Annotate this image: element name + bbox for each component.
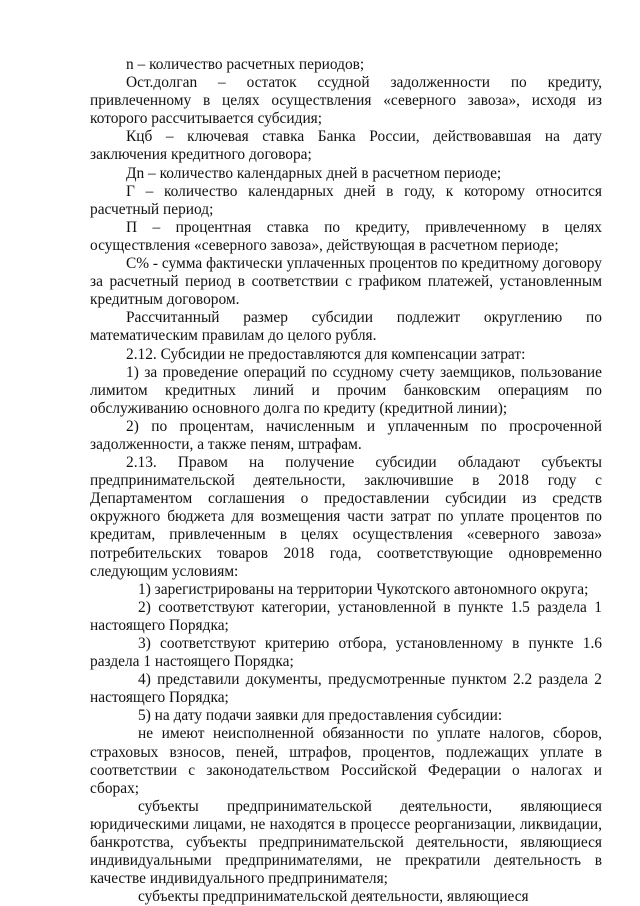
- paragraph-2-13-item-2: 2) соответствуют категории, установленной в пункте 1.5 раздела 1 настоящего Порядка;: [90, 598, 602, 634]
- paragraph-definition-n: n – количество расчетных периодов;: [126, 56, 365, 73]
- paragraph-condition-taxes: не имеют неисполненной обязанности по уплате налогов, сборов, страховых взносов, пеней, штрафов, процентов, подлежащих уплате в соответствии с законодательством Российской Федерации о налогах и сборах;: [90, 725, 602, 797]
- paragraph-definition-p: П – процентная ставка по кредиту, привлеченному в целях осуществления «северного завоза», действующая в расчетном периоде;: [90, 218, 602, 254]
- paragraph-definition-ost-dolg: Ост.долгаn – остаток ссудной задолженности по кредиту, привлеченному в целях осуществления «северного завоза», исходя из которого рассчитывается субсидия;: [90, 74, 602, 128]
- paragraph-definition-kcb: Кцб – ключевая ставка Банка России, действовавшая на дату заключения кредитного договора;: [90, 128, 602, 164]
- paragraph-section-2-12: 2.12. Субсидии не предоставляются для компенсации затрат:: [126, 345, 526, 363]
- paragraph-2-13-item-4: 4) представили документы, предусмотренные пунктом 2.2 раздела 2 настоящего Порядка;: [90, 671, 602, 707]
- paragraph-2-12-item-2: 2) по процентам, начисленным и уплаченным по просроченной задолженности, а также пеням, штрафам.: [90, 417, 602, 453]
- paragraph-2-13-item-3: 3) соответствуют критерию отбора, установленному в пункте 1.6 раздела 1 настоящего Порядка;: [90, 635, 602, 671]
- paragraph-condition-legal-entities: субъекты предпринимательской деятельности, являющиеся юридическими лицами, не находятся в процессе реорганизации, ликвидации, банкротства, субъекты предпринимательской деятельности, являющиеся индивидуальными предпринимателями, не прекратили деятельность в качестве индивидуального предпринимателя;: [90, 797, 602, 888]
- paragraph-2-13-item-5: 5) на дату подачи заявки для предоставления субсидии:: [138, 707, 503, 725]
- paragraph-2-13-item-1: 1) зарегистрированы на территории Чукотского автономного округа;: [138, 580, 589, 598]
- paragraph-2-12-item-1: 1) за проведение операций по ссудному счету заемщиков, пользование лимитом кредитных линий и прочим банковским операциям по обслуживанию основного долга по кредиту (кредитной линии);: [90, 363, 602, 417]
- paragraph-section-2-13: 2.13. Правом на получение субсидии обладают субъекты предпринимательской деятельности, заключившие в 2018 году с Департаментом соглашения о предоставлении субсидии из средств окружного бюджета для возмещения части затрат по уплате процентов по кредитам, привлеченным в целях осуществления «северного завоза» потребительских товаров 2018 года, соответствующие одновременно следующим условиям:: [90, 454, 602, 580]
- document-page: [90, 56, 602, 906]
- paragraph-definition-g: Г – количество календарных дней в году, к которому относится расчетный период;: [90, 182, 602, 218]
- paragraph-rounding-rule: Рассчитанный размер субсидии подлежит округлению по математическим правилам до целого рубля.: [90, 309, 602, 345]
- paragraph-condition-continued: субъекты предпринимательской деятельности, являющиеся: [138, 888, 529, 906]
- paragraph-definition-c-percent: С% - сумма фактически уплаченных процентов по кредитному договору за расчетный период в соответствии с графиком платежей, установленным кредитным договором.: [90, 255, 602, 309]
- paragraph-definition-dn: Дn – количество календарных дней в расчетном периоде;: [126, 164, 502, 182]
